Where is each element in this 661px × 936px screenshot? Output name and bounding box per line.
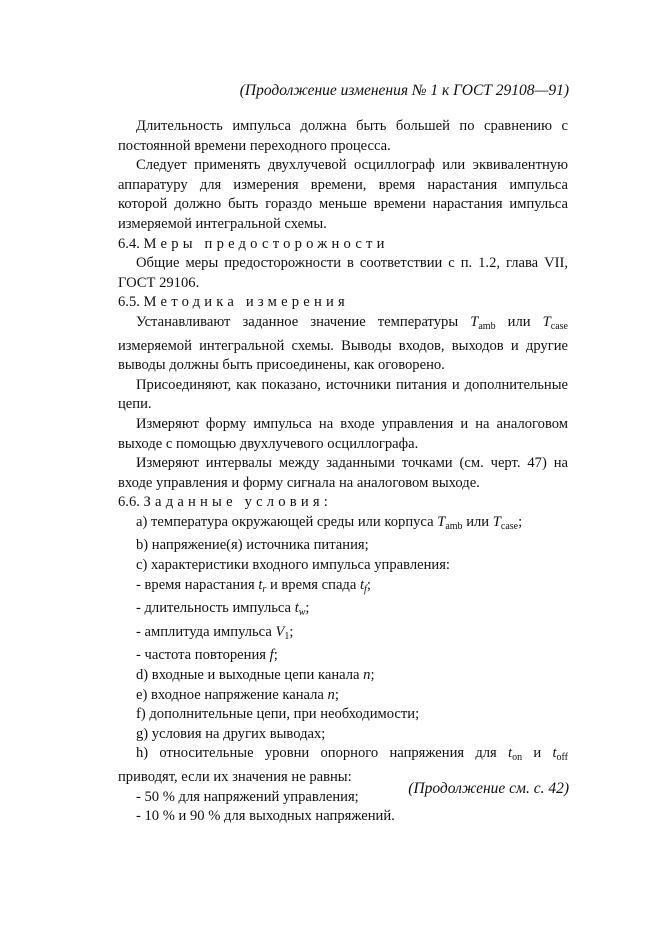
subscript-amb: amb bbox=[445, 520, 463, 532]
subscript-r: r bbox=[262, 583, 267, 595]
text-run: ; bbox=[366, 576, 371, 593]
list-item-f: f) дополнительные цепи, при необходимости; bbox=[136, 706, 420, 723]
text-run: ; bbox=[334, 686, 339, 703]
text-run: - длительность импульса bbox=[136, 600, 295, 617]
section-heading-6-5 bbox=[118, 293, 568, 313]
subscript-f: f bbox=[364, 583, 367, 595]
symbol-t: t bbox=[508, 745, 513, 762]
paragraph: Измеряют интервалы между заданными точками (см. черт. 47) на входе управления и форму сигнала на аналоговом выходе. bbox=[118, 455, 568, 491]
list-item-e bbox=[118, 686, 568, 706]
symbol-T: T bbox=[542, 313, 551, 330]
text-run: ; bbox=[305, 600, 310, 617]
text-run: a) температура окружающей среды или корпуса bbox=[136, 513, 438, 530]
list-subitem bbox=[118, 646, 568, 666]
symbol-t: t bbox=[258, 576, 263, 593]
text-run: e) входное напряжение канала bbox=[136, 686, 328, 703]
section-title: Методика измерения bbox=[143, 294, 349, 311]
paragraph: Присоединяют, как показано, источники питания и дополнительные цепи. bbox=[118, 376, 568, 413]
text-run: измеряемой интегральной схемы. Выводы входов, выходов и другие выводы должны быть присоединены, как оговорено. bbox=[118, 337, 568, 374]
list-subitem bbox=[118, 623, 568, 647]
symbol-t: t bbox=[552, 745, 557, 762]
subscript-amb: amb bbox=[478, 320, 496, 332]
symbol-n: n bbox=[327, 686, 335, 703]
list-subitem bbox=[118, 599, 568, 623]
symbol-T: T bbox=[492, 513, 501, 530]
text-run: и время спада bbox=[266, 576, 360, 593]
text-run: и bbox=[522, 745, 553, 762]
subscript-off: off bbox=[556, 752, 568, 764]
paragraph: Следует применять двухлучевой осциллограф или эквивалентную аппаратуру для измерения времени, время нарастания импульса которой должно быть гораздо меньше времени нарастания импульса измеряемой интегральной схемы. bbox=[118, 157, 568, 232]
running-header: (Продолжение изменения № 1 к ГОСТ 29108—91) bbox=[239, 82, 569, 99]
text-run: или bbox=[462, 513, 493, 530]
running-footer: (Продолжение см. с. 42) bbox=[408, 780, 569, 797]
symbol-t: t bbox=[359, 576, 365, 593]
subscript-case: case bbox=[550, 320, 568, 332]
section-title: Заданные условия: bbox=[143, 494, 333, 511]
list-item-c: c) характеристики входного импульса управления: bbox=[136, 557, 450, 574]
subscript-1: 1 bbox=[284, 630, 290, 642]
text-run: ; bbox=[289, 623, 294, 640]
symbol-t: t bbox=[294, 600, 299, 617]
list-subitem: - 10 % и 90 % для выходных напряжений. bbox=[136, 808, 395, 825]
symbol-T: T bbox=[470, 313, 479, 330]
symbol-f: f bbox=[269, 647, 274, 664]
text-run: - частота повторения bbox=[136, 647, 270, 664]
list-item-a bbox=[118, 513, 568, 537]
text-run: или bbox=[495, 313, 543, 330]
symbol-T: T bbox=[437, 513, 446, 530]
subscript-w: w bbox=[298, 607, 306, 619]
list-subitem bbox=[118, 576, 568, 600]
section-number: 6.5. bbox=[118, 294, 140, 311]
list-subitem: - 50 % для напряжений управления; bbox=[136, 788, 359, 805]
paragraph bbox=[118, 313, 568, 376]
text-run: - амплитуда импульса bbox=[136, 623, 276, 640]
section-title: Меры предосторожности bbox=[143, 235, 389, 252]
list-item-b: b) напряжение(я) источника питания; bbox=[136, 537, 369, 554]
text-run: приводят, если их значения не равны: bbox=[118, 769, 352, 785]
subscript-on: on bbox=[512, 752, 523, 764]
subscript-case: case bbox=[500, 520, 519, 532]
symbol-n: n bbox=[363, 667, 371, 684]
text-run: - время нарастания bbox=[136, 576, 259, 593]
text-run: h) относительные уровни опорного напряжения для bbox=[136, 745, 509, 762]
paragraph: Длительность импульса должна быть большей по сравнению с постоянной времени переходного процесса. bbox=[118, 118, 568, 154]
paragraph: Общие меры предосторожности в соответствии с п. 1.2, глава VII, ГОСТ 29106. bbox=[118, 255, 568, 291]
text-run: ; bbox=[518, 513, 523, 530]
symbol-V: V bbox=[275, 623, 285, 640]
section-number: 6.6. bbox=[118, 494, 140, 511]
paragraph: Измеряют форму импульса на входе управления и на аналоговом выходе с помощью двухлучевого осциллографа. bbox=[118, 415, 568, 452]
section-heading-6-6 bbox=[118, 493, 568, 513]
text-run: ; bbox=[273, 647, 278, 664]
document-body bbox=[118, 117, 568, 827]
list-item-g: g) условия на других выводах; bbox=[136, 725, 326, 742]
text-run: Устанавливают заданное значение температуры bbox=[136, 313, 471, 330]
text-run: ; bbox=[370, 667, 375, 684]
section-heading-6-4 bbox=[118, 235, 568, 255]
list-item-d bbox=[118, 666, 568, 686]
text-run: d) входные и выходные цепи канала bbox=[136, 667, 364, 684]
section-number: 6.4. bbox=[118, 235, 140, 252]
